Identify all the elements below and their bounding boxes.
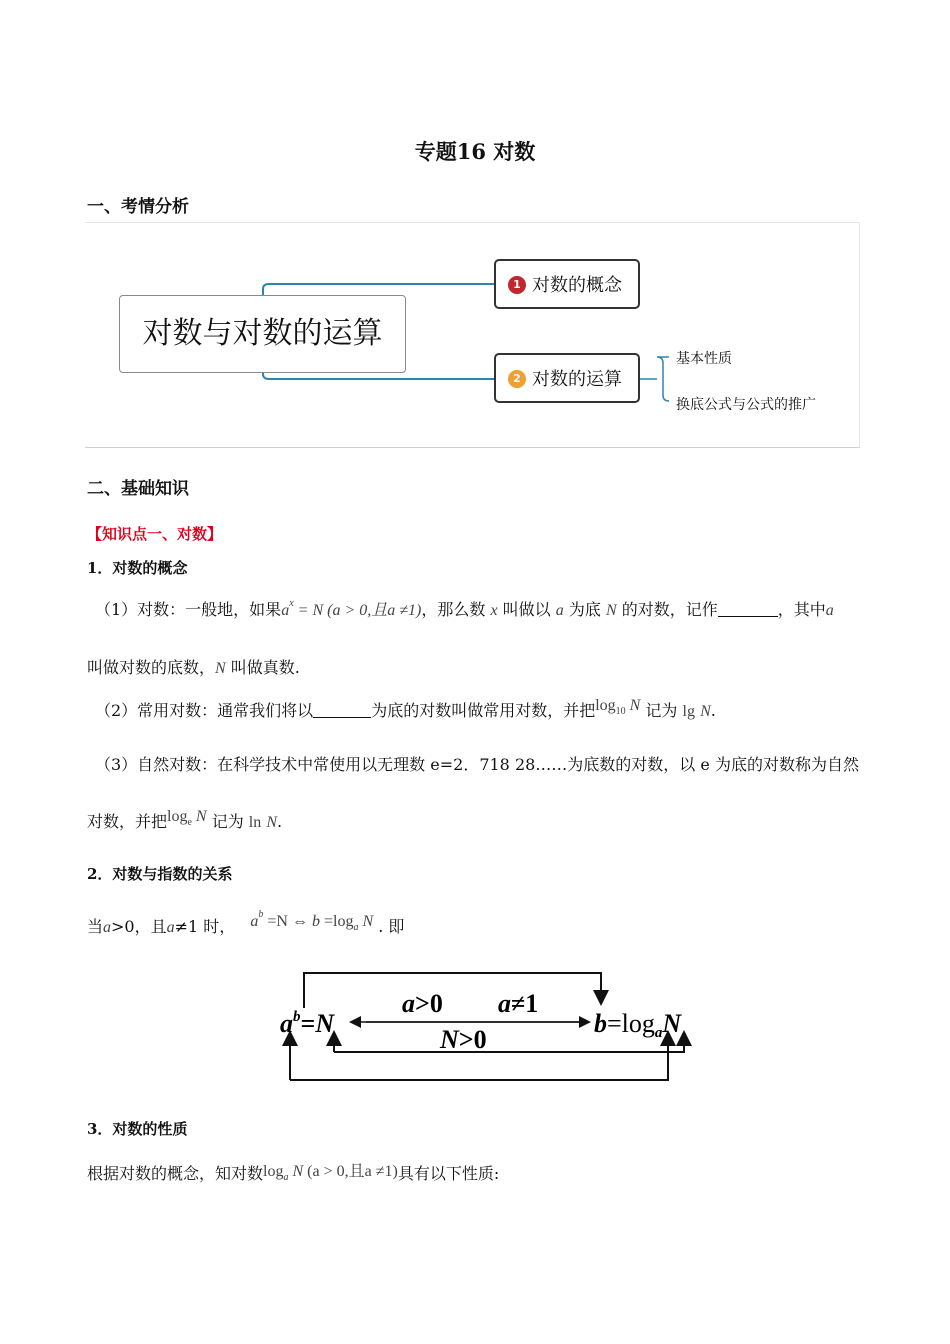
exponent-b: b [258,909,264,920]
item1-paragraph1-line2 [87,655,300,678]
formula-base: a [281,602,290,619]
mind-map-node-concept [494,259,640,309]
knowledge-point-label: 【知识点一、对数】 [87,525,223,543]
text: >0，且 [111,917,167,936]
text: 记为 [645,701,678,720]
item1-paragraph2 [95,697,716,721]
number-badge-1: 1 [508,276,526,294]
text: ，那么数 [421,600,486,619]
text: . 即 [378,917,405,936]
var-b: b [311,913,320,930]
mind-map [85,222,860,448]
log-base: 10 [615,706,626,717]
ln-word: ln [248,814,262,831]
mind-map-leaf-change-of-base: 换底公式与公式的推广 [676,397,816,413]
lg-word: lg [682,703,695,720]
diagram-condition-a-not-one: a≠1 [498,989,539,1018]
formula-eq: = N [293,602,324,619]
var-a: a [250,913,259,930]
item1-paragraph3: （3）自然对数：在科学技术中常使用以无理数 e=2．718 28……为底数的对数，以 e 为底的对数称为自然 [95,755,859,774]
log-base: a [283,1172,289,1183]
item2-heading: 2．对数与指数的关系 [87,865,233,883]
text: 的对数，记作 [621,600,718,619]
log-word: log [167,808,188,825]
diagram-condition-a-positive: a>0 [402,989,443,1018]
mind-map-root: 对数与对数的运算 [119,295,406,373]
page-title: 专题16 对数 [414,139,536,164]
node-label: 对数的运算 [532,369,622,390]
var-N: N [195,808,207,825]
exp-log-relation-diagram [276,962,706,1088]
text: ，其中 [777,600,826,619]
text: （1）对数：一般地，如果 [95,600,282,619]
text: ≠1 时， [174,917,236,936]
log-word: log [263,1163,284,1180]
diagram-left-expression: $a^b=N$ [280,1009,335,1038]
text: 具有以下性质: [397,1164,500,1183]
var-N: N [629,697,641,714]
formula-eq: =N ⇔ [263,913,312,930]
formula-eq-log: =log [319,913,354,930]
text: 根据对数的概念，知对数 [87,1164,264,1183]
top-arrow [304,973,601,1008]
log-word: log [595,697,616,714]
var-N: N [605,602,617,619]
section-heading-analysis: 一、考情分析 [87,197,189,217]
var-N: N [358,913,374,930]
log-base: e [187,817,192,828]
var-x: x [490,602,498,619]
item3-heading: 3．对数的性质 [87,1120,188,1138]
formula-log-a [263,1163,398,1183]
var-a: a [166,919,175,936]
mind-map-node-operations [494,353,640,403]
text: 对数，并把 [87,812,168,831]
section-heading-basics: 二、基础知识 [87,479,189,499]
text: . [277,812,283,831]
var-a: a [825,602,834,619]
formula [281,598,422,619]
fill-blank [718,602,778,617]
text: 记为 [211,812,244,831]
var-N: N [266,814,278,831]
text: 叫做以 [502,600,551,619]
diagram-right-expression: b=logaN [594,1009,682,1041]
mind-map-leaf-properties: 基本性质 [676,351,732,367]
formula-condition: (a > 0,且a ≠1) [323,602,422,619]
item2-paragraph [87,909,404,937]
text: 为底 [568,600,601,619]
formula-exponent: x [289,598,294,609]
text: . [710,701,716,720]
formula-log10 [595,697,641,717]
node-label: 对数的概念 [532,275,622,296]
text: 当 [87,917,104,936]
item1-paragraph1 [95,597,834,620]
item1-paragraph3-line2 [87,808,282,832]
text: （2）常用对数：通常我们将以 [95,701,314,720]
text: 叫做对数的底数， [87,658,216,677]
log-base: a [353,922,359,933]
var-N: N [288,1163,304,1180]
formula-equivalence [250,909,373,933]
item1-heading: 1．对数的概念 [87,559,188,577]
var-N: N [215,660,226,677]
text: 为底的对数叫做常用对数，并把 [371,701,596,720]
var-a: a [103,919,112,936]
var-a: a [555,602,564,619]
text: 叫做真数. [230,658,300,677]
fill-blank [313,703,371,718]
formula-loge [167,808,207,828]
diagram-condition-N-positive: N>0 [440,1025,487,1054]
number-badge-2: 2 [508,370,526,388]
formula-condition: (a > 0,且a ≠1) [303,1163,398,1180]
item3-paragraph [87,1158,499,1184]
var-N: N [700,703,711,720]
